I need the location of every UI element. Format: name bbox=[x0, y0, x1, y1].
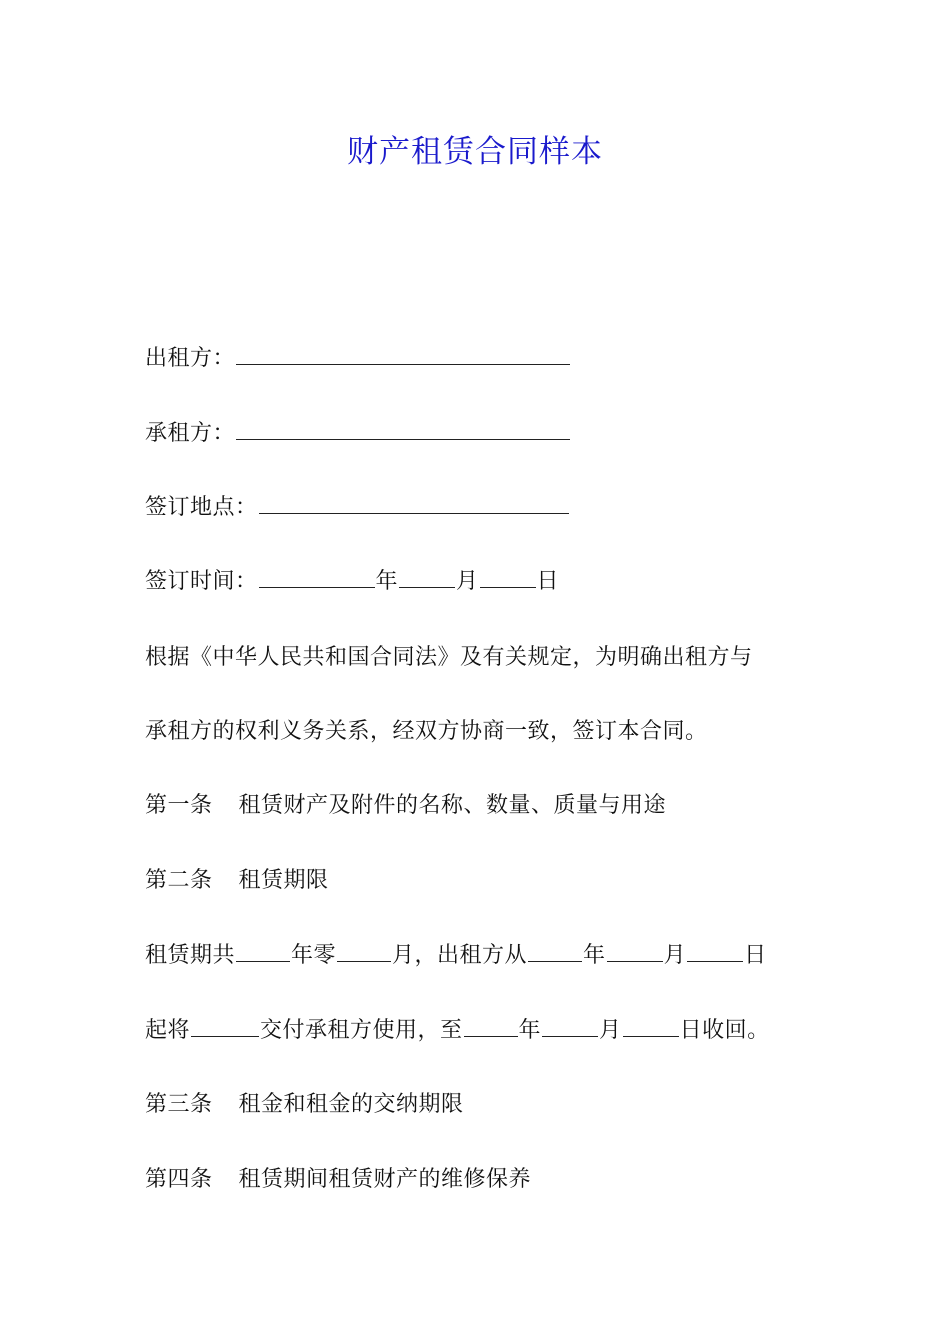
time-month-blank[interactable] bbox=[399, 567, 455, 588]
article-1-number: 第一条 bbox=[145, 793, 213, 818]
preamble-line-2: 承租方的权利义务关系，经双方协商一致，签订本合同。 bbox=[145, 719, 708, 744]
time-line bbox=[145, 567, 559, 597]
article-4-heading bbox=[145, 1165, 531, 1195]
term-text-11: 日收回。 bbox=[679, 1018, 770, 1043]
term-text-7: 起将 bbox=[145, 1018, 191, 1043]
term-line-2 bbox=[145, 1016, 770, 1046]
article-3-title: 租金和租金的交纳期限 bbox=[238, 1092, 464, 1117]
article-2-heading bbox=[145, 866, 329, 896]
article-4-number: 第四条 bbox=[145, 1167, 213, 1192]
start-year-blank[interactable] bbox=[528, 941, 582, 962]
start-day-blank[interactable] bbox=[687, 941, 743, 962]
start-month-blank[interactable] bbox=[607, 941, 663, 962]
time-year-label: 年 bbox=[375, 569, 399, 594]
term-text-5: 月 bbox=[663, 943, 687, 968]
term-text-3: 月，出租方从 bbox=[392, 943, 528, 968]
place-label: 签订地点： bbox=[145, 495, 258, 520]
term-text-9: 年 bbox=[518, 1018, 542, 1043]
time-day-label: 日 bbox=[536, 569, 560, 594]
term-text-4: 年 bbox=[583, 943, 606, 968]
end-year-blank[interactable] bbox=[464, 1016, 518, 1037]
article-1-title: 租赁财产及附件的名称、数量、质量与用途 bbox=[238, 793, 667, 818]
end-day-blank[interactable] bbox=[623, 1016, 679, 1037]
place-line bbox=[145, 493, 570, 523]
lessee-label: 承租方： bbox=[145, 421, 236, 446]
article-3-number: 第三条 bbox=[145, 1092, 213, 1117]
article-4-title: 租赁期间租赁财产的维修保养 bbox=[238, 1167, 532, 1192]
term-years-blank[interactable] bbox=[236, 941, 290, 962]
article-1-heading bbox=[145, 791, 666, 821]
term-months-blank[interactable] bbox=[337, 941, 391, 962]
preamble-line-1: 根据《中华人民共和国合同法》及有关规定，为明确出租方与 bbox=[145, 645, 753, 670]
article-3-heading bbox=[145, 1090, 464, 1120]
time-month-label: 月 bbox=[456, 569, 479, 594]
term-text-1: 租赁期共 bbox=[145, 943, 236, 968]
lessee-blank[interactable] bbox=[236, 419, 570, 440]
time-label: 签订时间： bbox=[145, 569, 258, 594]
time-year-blank[interactable] bbox=[259, 567, 375, 588]
time-day-blank[interactable] bbox=[480, 567, 536, 588]
lessor-line bbox=[145, 344, 571, 374]
term-text-10: 月 bbox=[599, 1018, 622, 1043]
article-2-number: 第二条 bbox=[145, 868, 213, 893]
lessee-line bbox=[145, 419, 571, 449]
term-text-8: 交付承租方使用，至 bbox=[260, 1018, 463, 1043]
term-text-6: 日 bbox=[744, 943, 767, 968]
lessor-label: 出租方： bbox=[145, 346, 236, 371]
lessor-blank[interactable] bbox=[236, 344, 570, 365]
end-month-blank[interactable] bbox=[542, 1016, 598, 1037]
term-text-2: 年零 bbox=[291, 943, 337, 968]
place-blank[interactable] bbox=[259, 493, 569, 514]
property-blank[interactable] bbox=[191, 1016, 259, 1037]
article-2-title: 租赁期限 bbox=[238, 868, 329, 893]
document-title: 财产租赁合同样本 bbox=[347, 134, 603, 170]
term-line-1 bbox=[145, 941, 767, 971]
